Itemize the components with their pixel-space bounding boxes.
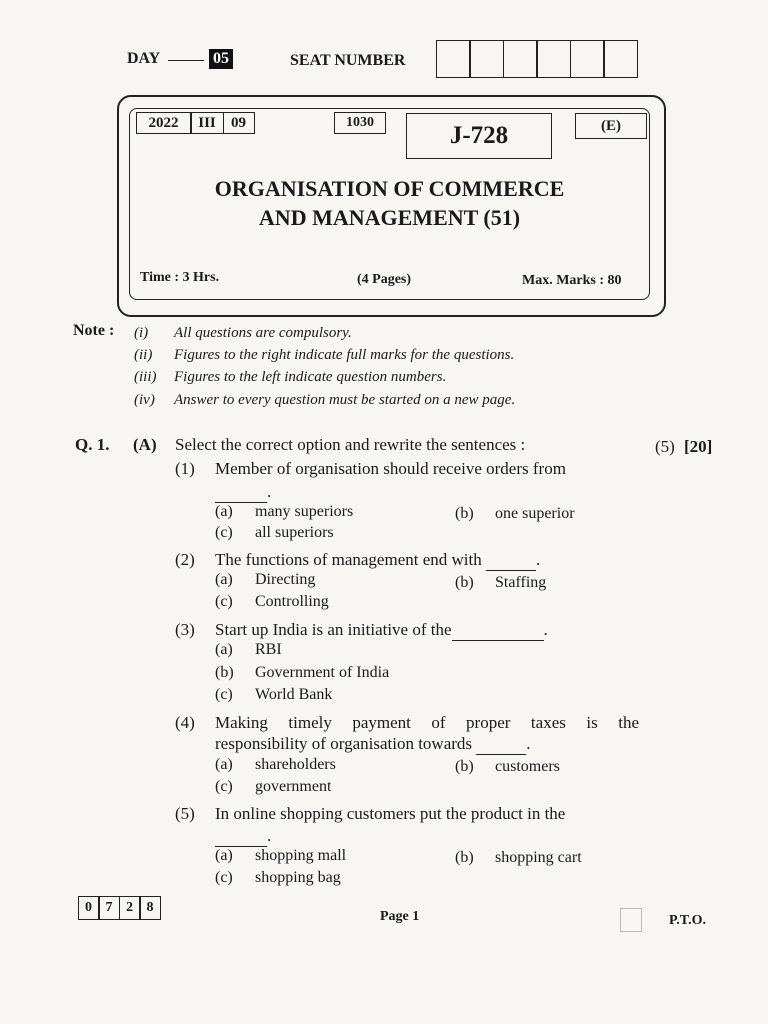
date-code: 09 bbox=[223, 112, 255, 134]
item-number: (5) bbox=[175, 804, 195, 823]
note-item-text: Figures to the left indicate question numbers. bbox=[174, 369, 447, 385]
seat-box bbox=[536, 40, 571, 78]
option-b-label: (b) bbox=[455, 849, 474, 866]
time-label: Time : 3 Hrs. bbox=[140, 270, 220, 285]
paper-code-boxes bbox=[79, 896, 161, 920]
option-a-label: (a) bbox=[215, 756, 233, 773]
answer-blank bbox=[452, 620, 544, 641]
option-c-text: government bbox=[255, 778, 332, 795]
paper-code-digit: 2 bbox=[119, 896, 141, 920]
item-number: (2) bbox=[175, 550, 195, 569]
item-suffix: . bbox=[543, 620, 548, 639]
max-marks-label: Max. Marks : 80 bbox=[522, 273, 622, 288]
item-text-line2 bbox=[215, 734, 531, 755]
option-a-text: Directing bbox=[255, 571, 316, 588]
option-a-label: (a) bbox=[215, 847, 233, 864]
question-marks: (5) bbox=[655, 437, 675, 456]
note-item-text: Answer to every question must be started on a new page. bbox=[174, 392, 516, 408]
year-code: 2022 bbox=[136, 112, 192, 134]
option-c-text: Controlling bbox=[255, 593, 329, 610]
day-value: 05 bbox=[209, 49, 233, 69]
seat-box bbox=[570, 40, 605, 78]
item-text-main: Start up India is an initiative of the bbox=[215, 620, 452, 639]
paper-title bbox=[130, 174, 649, 232]
paper-code-digit: 8 bbox=[139, 896, 161, 920]
item-text: Making timely payment of proper taxes is the bbox=[215, 713, 639, 732]
item-blank-line bbox=[215, 826, 271, 847]
option-c-text: shopping bag bbox=[255, 869, 341, 886]
item-text-main: The functions of management end with bbox=[215, 550, 482, 569]
option-a-label: (a) bbox=[215, 571, 233, 588]
paper-code-digit: 0 bbox=[78, 896, 100, 920]
answer-blank bbox=[476, 734, 526, 755]
answer-blank bbox=[215, 826, 267, 847]
option-a-label: (a) bbox=[215, 641, 233, 658]
option-a-label: (a) bbox=[215, 503, 233, 520]
pto-label: P.T.O. bbox=[669, 913, 706, 928]
item-number: (4) bbox=[175, 713, 195, 732]
paper-code: J-728 bbox=[406, 113, 552, 159]
item-number: (3) bbox=[175, 620, 195, 639]
note-item bbox=[134, 369, 614, 389]
note-item bbox=[134, 325, 614, 345]
option-b-label: (b) bbox=[455, 574, 474, 591]
question-part: (A) bbox=[133, 435, 157, 454]
item-text: Member of organisation should receive orders from bbox=[215, 459, 566, 478]
option-c-label: (c) bbox=[215, 524, 233, 541]
option-b-text: shopping cart bbox=[495, 849, 582, 866]
note-item bbox=[134, 347, 614, 367]
note-item bbox=[134, 392, 614, 412]
item-text-main: responsibility of organisation towards bbox=[215, 734, 473, 753]
note-label: Note : bbox=[73, 322, 115, 339]
option-c-text: all superiors bbox=[255, 524, 334, 541]
day-divider bbox=[168, 60, 204, 61]
option-c-label: (c) bbox=[215, 869, 233, 886]
option-a-text: shareholders bbox=[255, 756, 336, 773]
note-item-number: (ii) bbox=[134, 347, 153, 363]
note-item-number: (iv) bbox=[134, 392, 155, 408]
answer-blank bbox=[486, 550, 536, 571]
session-code: III bbox=[190, 112, 224, 134]
item-suffix: . bbox=[535, 550, 541, 569]
question-total-marks: [20] bbox=[684, 437, 713, 456]
option-b-label: (b) bbox=[455, 758, 474, 775]
option-b-label: (b) bbox=[455, 505, 474, 522]
note-item-number: (i) bbox=[134, 325, 149, 341]
seat-number-boxes bbox=[437, 40, 638, 78]
option-a-text: RBI bbox=[255, 641, 282, 658]
item-suffix: . bbox=[526, 734, 531, 753]
faint-box bbox=[620, 908, 642, 932]
item-number: (1) bbox=[175, 459, 195, 478]
page-number: Page 1 bbox=[380, 909, 420, 924]
medium-label: (E) bbox=[575, 113, 647, 139]
question-number: Q. 1. bbox=[75, 435, 110, 454]
item-blank-line bbox=[215, 482, 271, 503]
note-item-text: All questions are compulsory. bbox=[174, 325, 352, 341]
item-suffix: . bbox=[267, 826, 272, 845]
item-suffix: . bbox=[267, 482, 272, 501]
center-code: 1030 bbox=[334, 112, 386, 134]
paper-code-digit: 7 bbox=[98, 896, 120, 920]
note-item-text: Figures to the right indicate full marks for the questions. bbox=[174, 347, 515, 363]
day-label: DAY bbox=[127, 50, 161, 67]
seat-box bbox=[503, 40, 538, 78]
option-c-label: (c) bbox=[215, 686, 233, 703]
seat-box bbox=[469, 40, 504, 78]
pages-label: (4 Pages) bbox=[357, 272, 412, 287]
option-b-text: Government of India bbox=[255, 664, 390, 681]
question-instruction: Select the correct option and rewrite the sentences : bbox=[175, 435, 526, 454]
exam-code-boxes bbox=[137, 112, 255, 134]
item-text bbox=[215, 620, 548, 641]
note-item-number: (iii) bbox=[134, 369, 157, 385]
option-b-label: (b) bbox=[215, 664, 234, 681]
seat-box bbox=[603, 40, 638, 78]
option-b-text: one superior bbox=[495, 505, 575, 522]
seat-number-label: SEAT NUMBER bbox=[290, 52, 406, 69]
option-b-text: Staffing bbox=[495, 574, 547, 591]
option-c-text: World Bank bbox=[255, 686, 333, 703]
paper-title-line2: AND MANAGEMENT (51) bbox=[258, 205, 521, 230]
option-c-label: (c) bbox=[215, 593, 233, 610]
seat-box bbox=[436, 40, 471, 78]
item-text bbox=[215, 550, 540, 571]
option-b-text: customers bbox=[495, 758, 560, 775]
option-c-label: (c) bbox=[215, 778, 233, 795]
answer-blank bbox=[215, 482, 267, 503]
paper-title-line1: ORGANISATION OF COMMERCE bbox=[214, 176, 565, 201]
option-a-text: many superiors bbox=[255, 503, 354, 520]
option-a-text: shopping mall bbox=[255, 847, 347, 864]
item-text: In online shopping customers put the product in the bbox=[215, 804, 566, 823]
